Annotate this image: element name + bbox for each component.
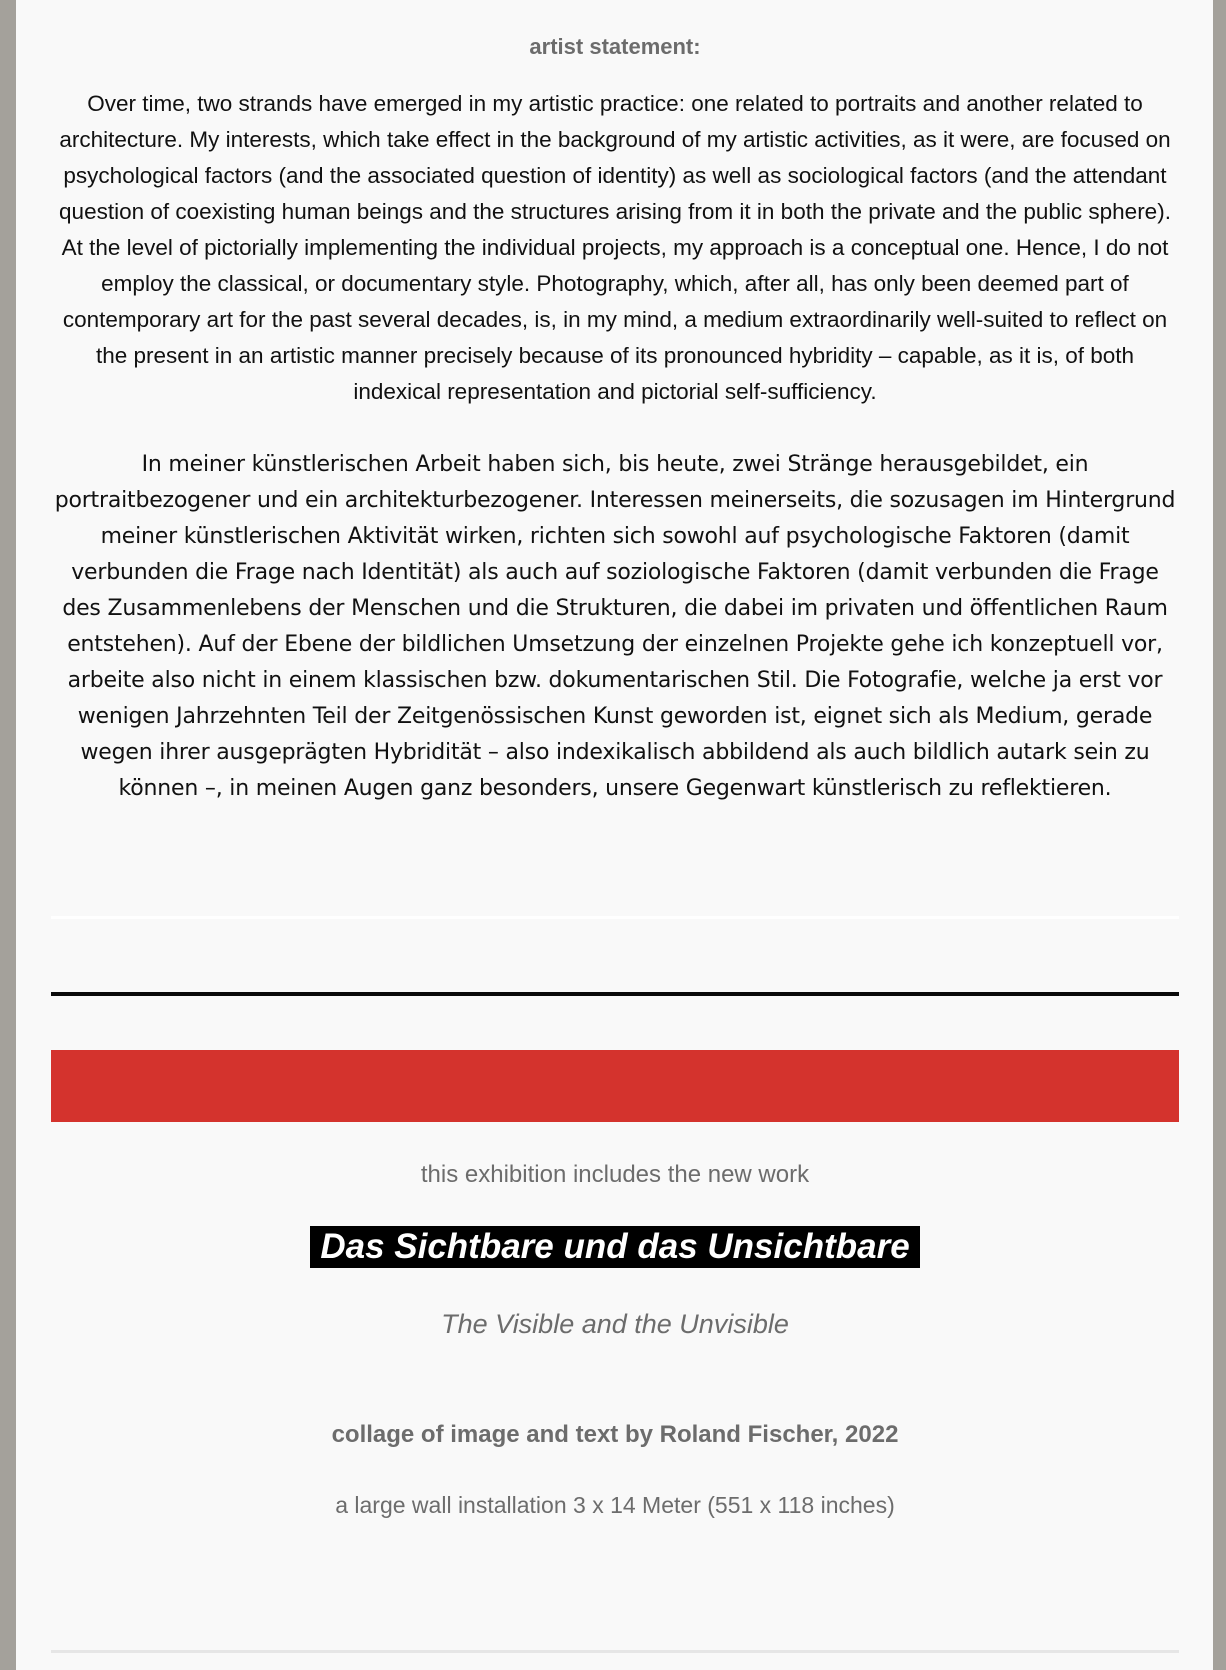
artist-statement-german: In meiner künstlerischen Arbeit haben sich, bis heute, zwei Stränge herausgebildet, ein portraitbezogener und ein architekturbezogener. Interessen meinerseits, die sozusagen im Hintergrund meiner künstlerischen Aktivität wirken, richten sich sowohl auf psychologische Faktoren (damit verbunden die Frage nach Identität) als auch auf soziologische Faktoren (damit verbunden die Frage des Zusammenlebens der Menschen und die Strukturen, die dabei im privaten und öffentlichen Raum entstehen). Auf der Ebene der bildlichen Umsetzung der einzelnen Projekte gehe ich konzeptuell vor, arbeite also nicht in einem klassischen bzw. dokumentarischen Stil. Die Fotografie, welche ja erst vor wenigen Jahrzehnten Teil der Zeitgenössischen Kunst geworden ist, eignet sich als Medium, gerade wegen ihrer ausgeprägten Hybridität – also indexikalisch abbildend als auch bildlich autark sein zu können –, in meinen Augen ganz besonders, unsere Gegenwart künstlerisch zu reflektieren. bbox=[54, 452, 1176, 801]
section-divider-light bbox=[51, 916, 1179, 919]
work-title: Das Sichtbare und das Unsichtbare bbox=[310, 1226, 919, 1268]
work-title-container bbox=[51, 1226, 1179, 1268]
page bbox=[16, 0, 1213, 1670]
work-subtitle: The Visible and the Unvisible bbox=[441, 1309, 789, 1339]
bottom-divider bbox=[51, 1650, 1179, 1653]
artist-statement-english: Over time, two strands have emerged in my artistic practice: one related to portraits and another related to architecture. My interests, which take effect in the background of my artistic activities, as it were, are focused on psychological factors (and the associated question of identity) as well as sociological factors (and the attendant question of coexisting human beings and the structures arising from it in both the private and the public sphere). At the level of pictorially implementing the individual projects, my approach is a conceptual one. Hence, I do not employ the classical, or documentary style. Photography, which, after all, has only been deemed part of contemporary art for the past several decades, is, in my mind, a medium extraordinarily well-suited to reflect on the present in an artistic manner precisely because of its pronounced hybridity – capable, as it is, of both indexical representation and pictorial self-sufficiency. bbox=[59, 91, 1171, 404]
section-divider-dark bbox=[51, 992, 1179, 996]
work-dimensions: a large wall installation 3 x 14 Meter (551 x 118 inches) bbox=[335, 1492, 895, 1518]
exhibition-intro: this exhibition includes the new work bbox=[420, 1161, 810, 1188]
work-credit: collage of image and text by Roland Fischer, 2022 bbox=[331, 1421, 899, 1448]
red-banner bbox=[51, 1050, 1179, 1122]
artist-statement-heading: artist statement: bbox=[529, 34, 701, 59]
